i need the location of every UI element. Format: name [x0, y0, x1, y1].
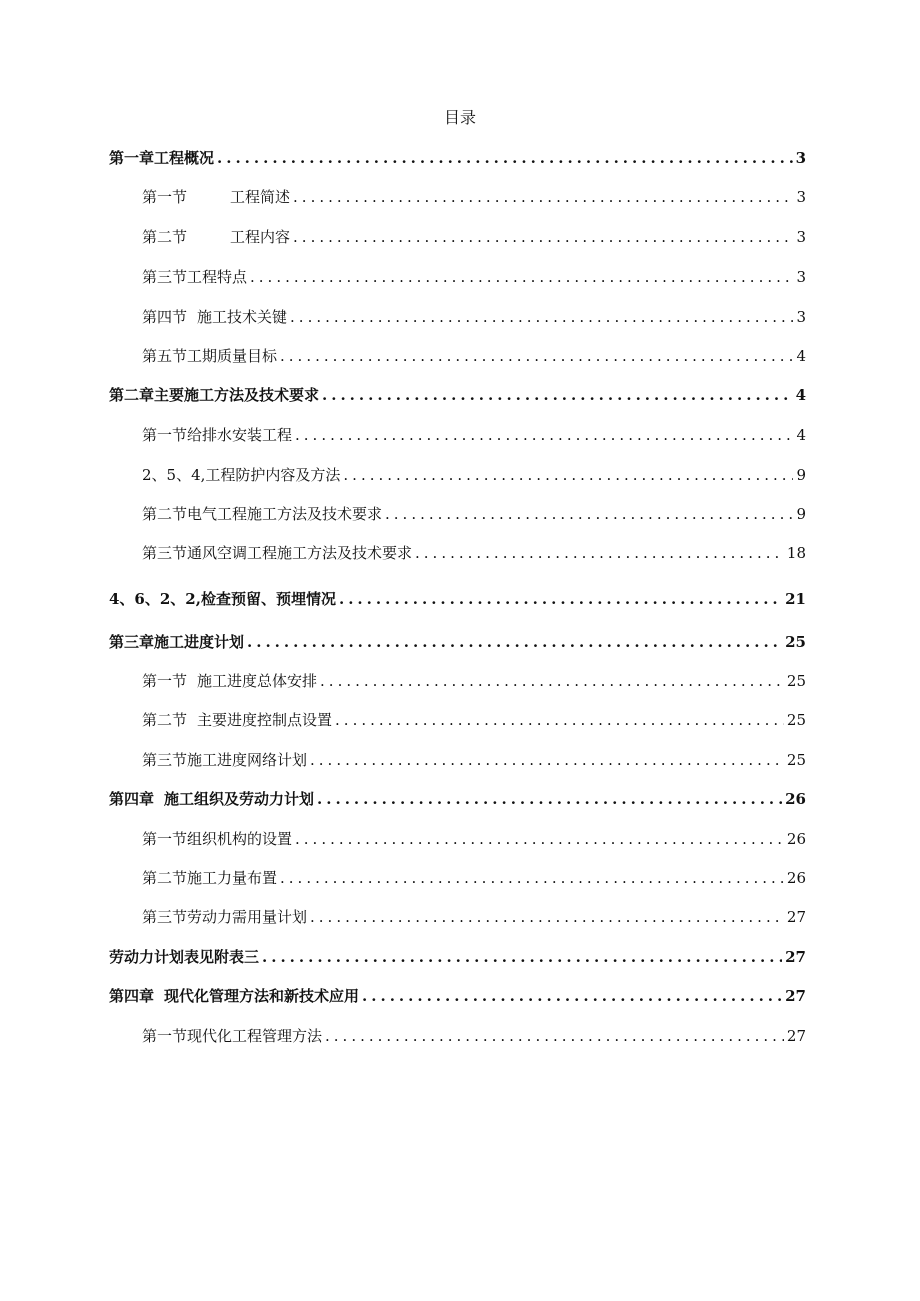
- toc-entry-label: 第一节组织机构的设置: [142, 830, 293, 848]
- toc-entry-section[interactable]: [142, 709, 806, 731]
- dot-leader: [293, 226, 793, 248]
- dot-leader: [310, 906, 784, 928]
- section-number: 第一节: [142, 672, 188, 690]
- toc-entry-page: 25: [785, 633, 806, 651]
- chapter-title: 现代化管理方法和新技术应用: [164, 987, 360, 1005]
- toc-entry-section[interactable]: [142, 424, 806, 446]
- section-number: 第二节: [142, 711, 188, 729]
- toc-entry-label: [142, 670, 317, 692]
- toc-entry-section[interactable]: [142, 186, 806, 208]
- section-title: 工程内容: [230, 228, 291, 246]
- toc-entry-chapter-3[interactable]: [109, 631, 806, 653]
- toc-entry-page: 27: [786, 1027, 806, 1045]
- toc-entry-page: 26: [786, 869, 806, 887]
- section-number: 第二节: [142, 228, 188, 246]
- toc-entry-label: 第三节施工进度网络计划: [142, 751, 308, 769]
- dot-leader: [280, 867, 784, 889]
- toc-entry-page: 25: [786, 711, 806, 729]
- toc-entry-section[interactable]: [142, 1025, 806, 1047]
- toc-entry-page: 9: [796, 505, 806, 523]
- toc-entry-section[interactable]: [142, 503, 806, 525]
- dot-leader: [362, 985, 782, 1007]
- dot-leader: [247, 631, 782, 653]
- toc-entry-label: [142, 306, 287, 328]
- toc-entry-page: 3: [795, 149, 806, 167]
- toc-entry-label: 第一节给排水安装工程: [142, 426, 293, 444]
- dot-leader: [250, 266, 793, 288]
- toc-entry-label: 第三章施工进度计划: [109, 633, 245, 651]
- dot-leader: [217, 147, 793, 169]
- toc-entry-page: 27: [785, 948, 806, 966]
- toc-entry-page: 3: [796, 228, 806, 246]
- toc-entry-label: 第五节工期质量目标: [142, 347, 278, 365]
- toc-entry-page: 25: [786, 672, 806, 690]
- chapter-title: 施工组织及劳动力计划: [164, 790, 315, 808]
- toc-entry-page: 26: [785, 790, 806, 808]
- dot-leader: [295, 424, 793, 446]
- toc-entry-page: 27: [785, 987, 806, 1005]
- dot-leader: [325, 1025, 784, 1047]
- section-number: 第一节: [142, 188, 188, 206]
- dot-leader: [322, 384, 793, 406]
- toc-entry-section[interactable]: [142, 226, 806, 248]
- toc-entry-page: 26: [786, 830, 806, 848]
- toc-entry-page: 27: [786, 908, 806, 926]
- toc-entry-section[interactable]: [142, 906, 806, 928]
- toc-entry-label: [109, 985, 359, 1007]
- section-title: 施工技术关键: [197, 308, 288, 326]
- toc-entry-page: 3: [796, 308, 806, 326]
- toc-entry-heading[interactable]: [109, 588, 806, 610]
- dot-leader: [343, 464, 793, 486]
- dot-leader: [310, 749, 784, 771]
- dot-leader: [280, 345, 793, 367]
- toc-entry-label: [142, 186, 290, 208]
- toc-entry-page: 4: [795, 386, 806, 404]
- dot-leader: [290, 306, 793, 328]
- page-title: 目录: [443, 108, 476, 127]
- dot-leader: [385, 503, 793, 525]
- toc-entry-chapter-2[interactable]: [109, 384, 806, 406]
- toc-entry-chapter-4b[interactable]: [109, 985, 806, 1007]
- section-title: 工程简述: [230, 188, 291, 206]
- toc-entry-section[interactable]: [142, 266, 806, 288]
- toc-entry-label: 第一节现代化工程管理方法: [142, 1027, 323, 1045]
- dot-leader: [320, 670, 784, 692]
- toc-entry-section[interactable]: [142, 464, 806, 486]
- section-number: 第四节: [142, 308, 188, 326]
- toc-entry-label: 第二节电气工程施工方法及技术要求: [142, 505, 383, 523]
- dot-leader: [317, 788, 782, 810]
- dot-leader: [293, 186, 793, 208]
- toc-entry-section[interactable]: [142, 306, 806, 328]
- toc-entry-label: 第二章主要施工方法及技术要求: [109, 386, 320, 404]
- toc-entry-chapter-1[interactable]: [109, 147, 806, 169]
- toc-entry-section[interactable]: [142, 867, 806, 889]
- toc-entry-label: 4、6、2、2,检查预留、预埋情况: [109, 590, 336, 608]
- toc-entry-label: 劳动力计划表见附表三: [109, 948, 260, 966]
- toc-entry-section[interactable]: [142, 670, 806, 692]
- dot-leader: [339, 588, 782, 610]
- dot-leader: [335, 709, 784, 731]
- chapter-number: 第四章: [109, 790, 155, 808]
- toc-entry-label: 第二节施工力量布置: [142, 869, 278, 887]
- toc-entry-page: 3: [796, 188, 806, 206]
- toc-entry-label: 第一章工程概况: [109, 149, 215, 167]
- toc-entry-page: 3: [796, 268, 806, 286]
- section-title: 主要进度控制点设置: [197, 711, 333, 729]
- toc-entry-page: 9: [796, 466, 806, 484]
- toc-entry-chapter-4[interactable]: [109, 788, 806, 810]
- toc-entry-label: 第三节通风空调工程施工方法及技术要求: [142, 544, 413, 562]
- toc-entry-label: 2、5、4,工程防护内容及方法: [142, 466, 341, 484]
- section-title: 施工进度总体安排: [197, 672, 318, 690]
- toc-entry-page: 18: [786, 544, 806, 562]
- toc-entry-page: 21: [785, 590, 806, 608]
- toc-entry-section[interactable]: [142, 542, 806, 564]
- toc-entry-label: 第三节工程特点: [142, 268, 248, 286]
- toc-entry-label: [142, 709, 332, 731]
- toc-entry-section[interactable]: [142, 749, 806, 771]
- toc-entry-label: [142, 226, 290, 248]
- toc-entry-label: [109, 788, 314, 810]
- chapter-number: 第四章: [109, 987, 155, 1005]
- toc-entry-heading[interactable]: [109, 946, 806, 968]
- dot-leader: [415, 542, 784, 564]
- toc-entry-label: 第三节劳动力需用量计划: [142, 908, 308, 926]
- toc-entry-page: 4: [796, 347, 806, 365]
- toc-entry-section[interactable]: [142, 828, 806, 850]
- toc-entry-page: 25: [786, 751, 806, 769]
- toc-entry-section[interactable]: [142, 345, 806, 367]
- dot-leader: [295, 828, 784, 850]
- dot-leader: [262, 946, 782, 968]
- toc-entry-page: 4: [796, 426, 806, 444]
